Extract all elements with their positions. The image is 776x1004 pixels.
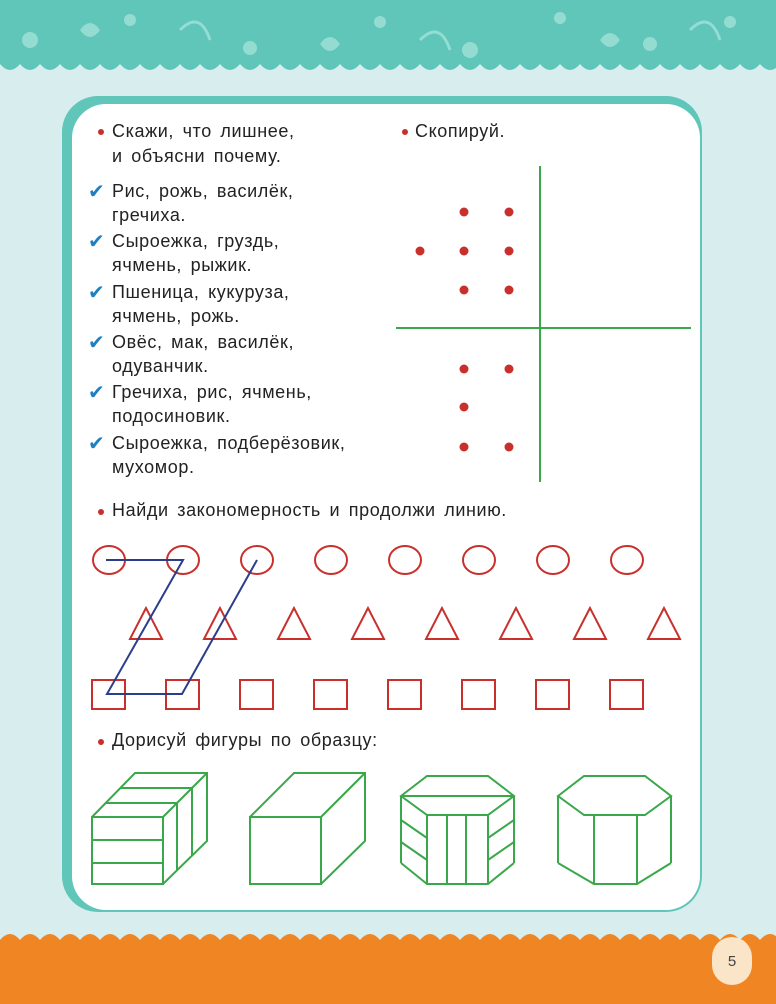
complete-figures-prompt: Дорисуй фигуры по образцу: (112, 730, 378, 750)
check-icon: ✔ (88, 282, 105, 304)
page-number: 5 (712, 937, 752, 985)
check-icon: ✔ (88, 382, 105, 404)
odd-item-3-line2: ячмень, рожь. (112, 306, 240, 326)
odd-item-4-line1: Овёс, мак, василёк, (112, 332, 295, 352)
odd-item-5-line2: подосиновик. (112, 406, 231, 426)
odd-one-out-prompt-line2: и объясни почему. (112, 146, 282, 166)
check-icon: ✔ (88, 231, 105, 253)
box-figure (250, 773, 365, 884)
odd-item-2-line1: Сыроежка, груздь, (112, 231, 280, 251)
odd-item-6-line1: Сыроежка, подберёзовик, (112, 433, 346, 453)
striped-box-figure (92, 773, 207, 884)
odd-item-1-line2: гречиха. (112, 205, 187, 225)
odd-item-1-line1: Рис, рожь, василёк, (112, 181, 294, 201)
odd-item-6-line2: мухомор. (112, 457, 195, 477)
odd-item-2-line2: ячмень, рыжик. (112, 255, 253, 275)
striped-hexagonal-prism-figure (401, 776, 514, 884)
odd-item-3-line1: Пшеница, кукуруза, (112, 282, 290, 302)
odd-one-out-prompt-line1: Скажи, что лишнее, (112, 121, 295, 141)
pattern-prompt: Найди закономерность и продолжи линию. (112, 500, 507, 520)
check-icon: ✔ (88, 332, 105, 354)
odd-item-5-line1: Гречиха, рис, ячмень, (112, 382, 312, 402)
odd-item-4-line2: одуванчик. (112, 356, 209, 376)
copy-prompt: Скопируй. (415, 121, 506, 141)
check-icon: ✔ (88, 433, 105, 455)
hexagonal-prism-figure (558, 776, 671, 884)
check-icon: ✔ (88, 181, 105, 203)
